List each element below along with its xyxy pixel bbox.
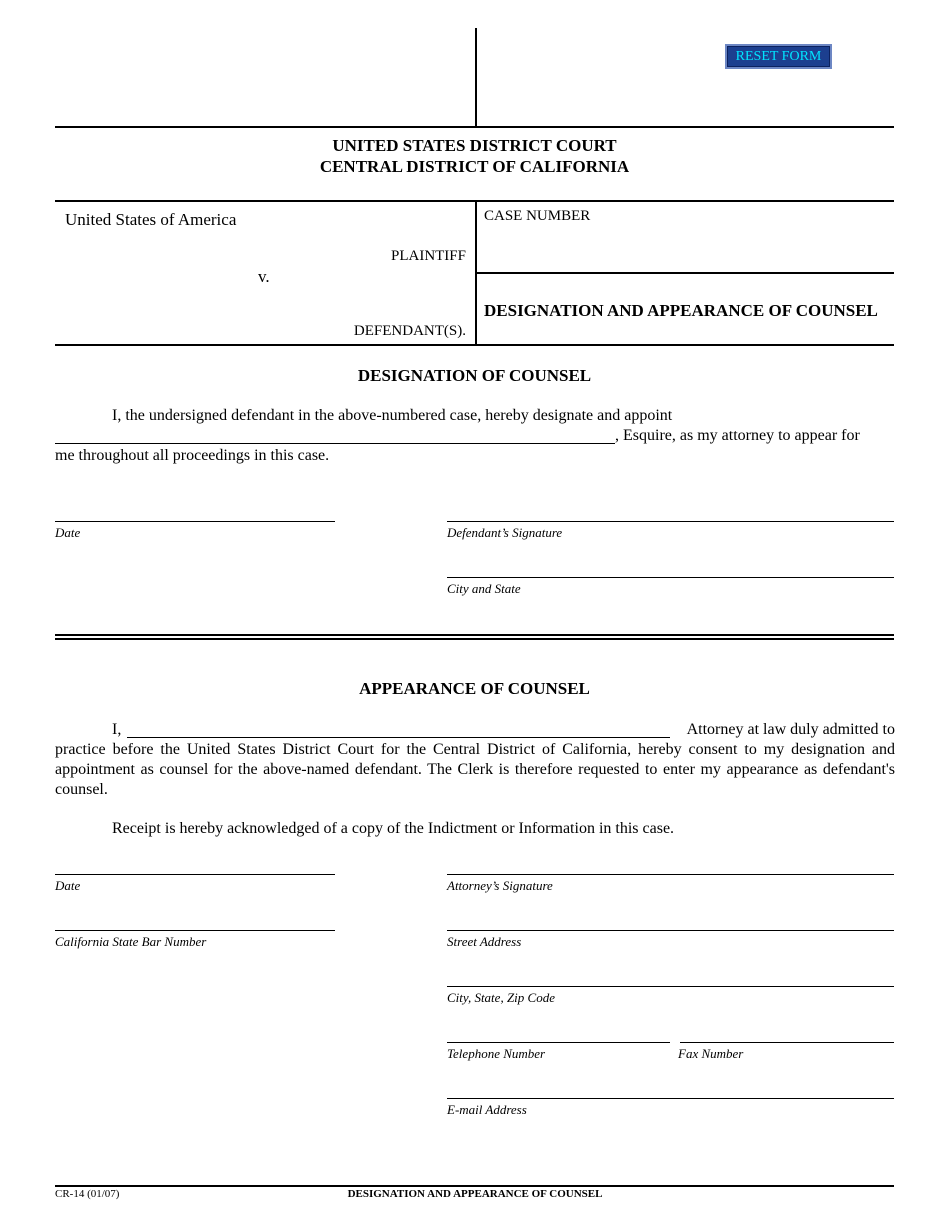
footer-title: DESIGNATION AND APPEARANCE OF COUNSEL [347,1188,603,1200]
defendant-label: DEFENDANT(S). [353,323,466,339]
appearing-attorney-name-field[interactable] [127,737,670,738]
section-separator-bottom [55,638,894,640]
header-rule [55,126,894,128]
form-number: CR-14 (01/07) [55,1188,120,1200]
designation-text-line2: , Esquire, as my attorney to appear for [615,427,860,444]
case-number-label: CASE NUMBER [484,208,591,224]
court-name: UNITED STATES DISTRICT COURT [332,136,617,155]
plaintiff-name: United States of America [65,210,237,229]
telephone-label: Telephone Number [447,1046,546,1061]
fax-label: Fax Number [678,1046,744,1061]
designation-heading: DESIGNATION OF COUNSEL [357,366,592,385]
receipt-text: Receipt is hereby acknowledged of a copy of the Indictment or Information in this case. [112,820,675,837]
telephone-field[interactable] [447,1042,670,1043]
reset-form-button[interactable]: RESET FORM [725,44,832,69]
appearance-line1-suffix: Attorney at law duly admitted to [686,721,895,738]
plaintiff-label: PLAINTIFF [390,248,466,264]
header-divider [475,28,477,127]
defendant-city-state-field[interactable] [447,577,894,578]
caption-bottom-rule [55,344,894,346]
footer-rule [55,1185,894,1187]
versus-label: v. [258,267,270,286]
caption-mid-rule [476,272,894,274]
case-number-field[interactable] [484,230,889,266]
appearance-line1-prefix: I, [112,721,122,738]
section-separator-top [55,634,894,636]
street-address-field[interactable] [447,930,894,931]
attorney-name-field[interactable] [55,443,615,444]
attorney-signature-label: Attorney’s Signature [447,878,553,893]
court-district: CENTRAL DISTRICT OF CALIFORNIA [319,157,630,176]
attorney-date-label: Date [55,878,81,893]
appearance-heading: APPEARANCE OF COUNSEL [359,679,590,698]
designation-text-line3: me throughout all proceedings in this case. [55,447,330,464]
attorney-date-field[interactable] [55,874,335,875]
appearance-body: practice before the United States District Court for the Central District of California, hereby consent to my designation and appointment as counsel for the above-named defendant. The Clerk is therefore requested to enter my appearance as defendant's counsel. [55,741,895,798]
defendant-signature-label: Defendant’s Signature [447,525,563,540]
document-title: DESIGNATION AND APPEARANCE OF COUNSEL [484,301,878,320]
bar-number-field[interactable] [55,930,335,931]
fax-field[interactable] [680,1042,894,1043]
attorney-signature-field[interactable] [447,874,894,875]
city-state-zip-field[interactable] [447,986,894,987]
email-label: E-mail Address [447,1102,527,1117]
bar-number-label: California State Bar Number [55,934,207,949]
street-address-label: Street Address [447,934,522,949]
defendant-city-state-label: City and State [447,581,521,596]
defendant-signature-field[interactable] [447,521,894,522]
defendant-date-field[interactable] [55,521,335,522]
designation-text-line1: I, the undersigned defendant in the above-numbered case, hereby designate and appoint [112,407,673,424]
city-state-zip-label: City, State, Zip Code [447,990,555,1005]
email-field[interactable] [447,1098,894,1099]
defendant-date-label: Date [55,525,81,540]
